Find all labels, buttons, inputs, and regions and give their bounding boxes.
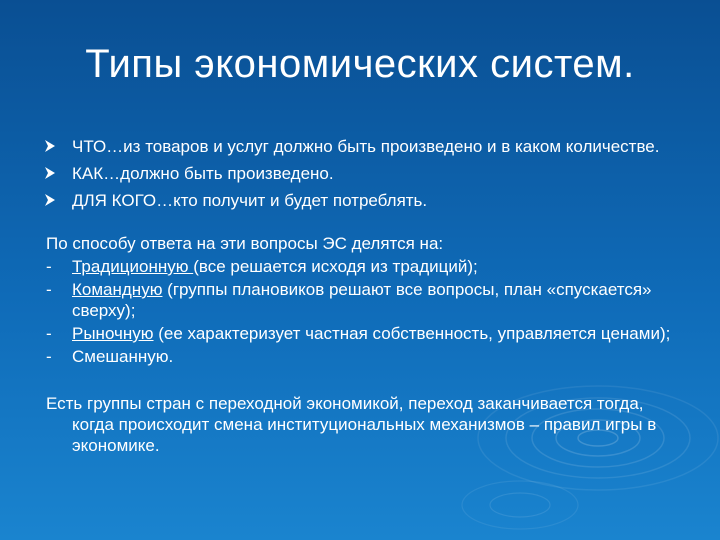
list-item <box>46 190 686 211</box>
type-description: (ее характеризует частная собственность, управляется ценами); <box>153 324 671 343</box>
dash-marker: - <box>46 257 52 276</box>
question-list <box>46 136 686 211</box>
list-item <box>46 163 686 184</box>
type-mixed: Смешанную. <box>72 347 174 366</box>
dash-marker: - <box>46 280 52 299</box>
arrowhead-bullet-icon <box>44 166 56 180</box>
type-command: Командную <box>72 280 163 299</box>
list-item <box>46 323 686 344</box>
arrowhead-bullet-icon <box>44 193 56 207</box>
type-description: (все решается исходя из традиций); <box>193 257 478 276</box>
question-for-whom: ДЛЯ КОГО…кто получит и будет потреблять. <box>72 191 428 210</box>
economy-types-list <box>46 256 686 367</box>
arrowhead-bullet-icon <box>44 139 56 153</box>
question-how: КАК…должно быть произведено. <box>72 164 334 183</box>
transition-economy-paragraph: Есть группы стран с переходной экономикой, переход заканчивается тогда, когда происходит смена институциональных механизмов – правил игры в экономике. <box>46 394 657 455</box>
slide-title: Типы экономических систем. <box>85 42 635 86</box>
list-item <box>46 256 686 277</box>
list-item <box>46 346 686 367</box>
type-market: Рыночную <box>72 324 154 343</box>
slide-content <box>46 136 686 456</box>
type-description: (группы плановиков решают все вопросы, план «спускается» сверху); <box>72 280 652 320</box>
list-item <box>46 136 686 157</box>
types-intro: По способу ответа на эти вопросы ЭС делятся на: <box>46 234 444 253</box>
dash-marker: - <box>46 347 52 366</box>
list-item <box>46 279 686 321</box>
question-what: ЧТО…из товаров и услуг должно быть произведено и в каком количестве. <box>72 137 660 156</box>
type-traditional: Традиционную <box>72 257 194 276</box>
dash-marker: - <box>46 324 52 343</box>
